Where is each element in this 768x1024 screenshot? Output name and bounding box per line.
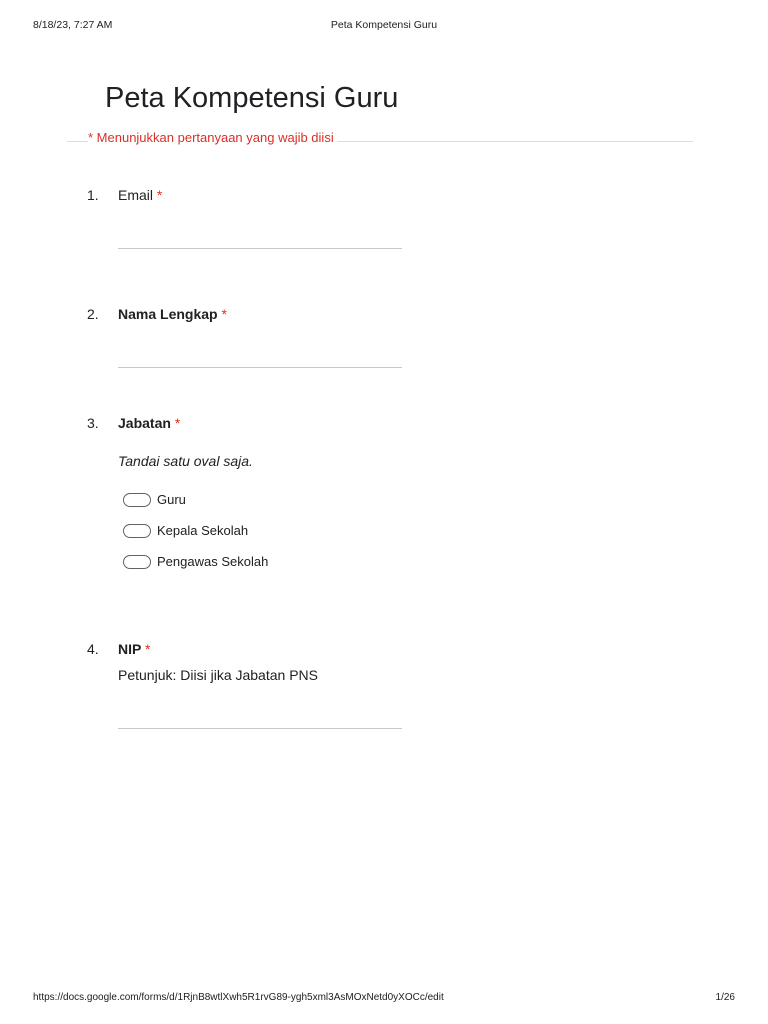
required-note: * Menunjukkan pertanyaan yang wajib diisi bbox=[88, 129, 337, 147]
print-datetime: 8/18/23, 7:27 AM bbox=[33, 19, 113, 31]
required-asterisk: * bbox=[144, 641, 151, 657]
question-number: 3. bbox=[87, 415, 99, 431]
question-title-nama-lengkap bbox=[118, 304, 227, 324]
radio-option-label: Guru bbox=[157, 492, 186, 507]
form-title: Peta Kompetensi Guru bbox=[105, 82, 399, 114]
radio-oval-icon[interactable] bbox=[123, 524, 151, 538]
print-page-number: 1/26 bbox=[715, 992, 735, 1003]
question-title-jabatan bbox=[118, 413, 180, 433]
print-footer bbox=[33, 992, 735, 1006]
question-title-nip bbox=[118, 639, 150, 659]
question-number: 4. bbox=[87, 641, 99, 657]
question-number: 2. bbox=[87, 306, 99, 322]
question-title-text: Email bbox=[118, 187, 154, 203]
required-asterisk: * bbox=[174, 415, 181, 431]
nip-input[interactable] bbox=[118, 728, 402, 729]
radio-option-pengawas-sekolah[interactable] bbox=[123, 552, 268, 572]
print-url: https://docs.google.com/forms/d/1RjnB8wtlXwh5R1rvG89-ygh5xml3AsMOxNetd0yXOCc/edit bbox=[33, 992, 444, 1003]
radio-oval-icon[interactable] bbox=[123, 493, 151, 507]
required-asterisk: * bbox=[156, 187, 163, 203]
question-title-text: Jabatan bbox=[118, 415, 171, 431]
question-title-text: Nama Lengkap bbox=[118, 306, 218, 322]
nama-lengkap-input[interactable] bbox=[118, 367, 402, 368]
radio-option-label: Pengawas Sekolah bbox=[157, 554, 269, 569]
radio-option-label: Kepala Sekolah bbox=[157, 523, 249, 538]
print-document-title: Peta Kompetensi Guru bbox=[330, 19, 438, 31]
question-title-email bbox=[118, 185, 162, 205]
question-title-text: NIP bbox=[118, 641, 142, 657]
email-input[interactable] bbox=[118, 248, 402, 249]
radio-oval-icon[interactable] bbox=[123, 555, 151, 569]
radio-option-kepala-sekolah[interactable] bbox=[123, 521, 248, 541]
question-description: Petunjuk: Diisi jika Jabatan PNS bbox=[118, 667, 318, 683]
print-header bbox=[33, 19, 735, 33]
radio-instruction: Tandai satu oval saja. bbox=[118, 453, 253, 469]
required-asterisk: * bbox=[221, 306, 227, 322]
radio-option-guru[interactable] bbox=[123, 490, 186, 510]
question-number: 1. bbox=[87, 187, 99, 203]
